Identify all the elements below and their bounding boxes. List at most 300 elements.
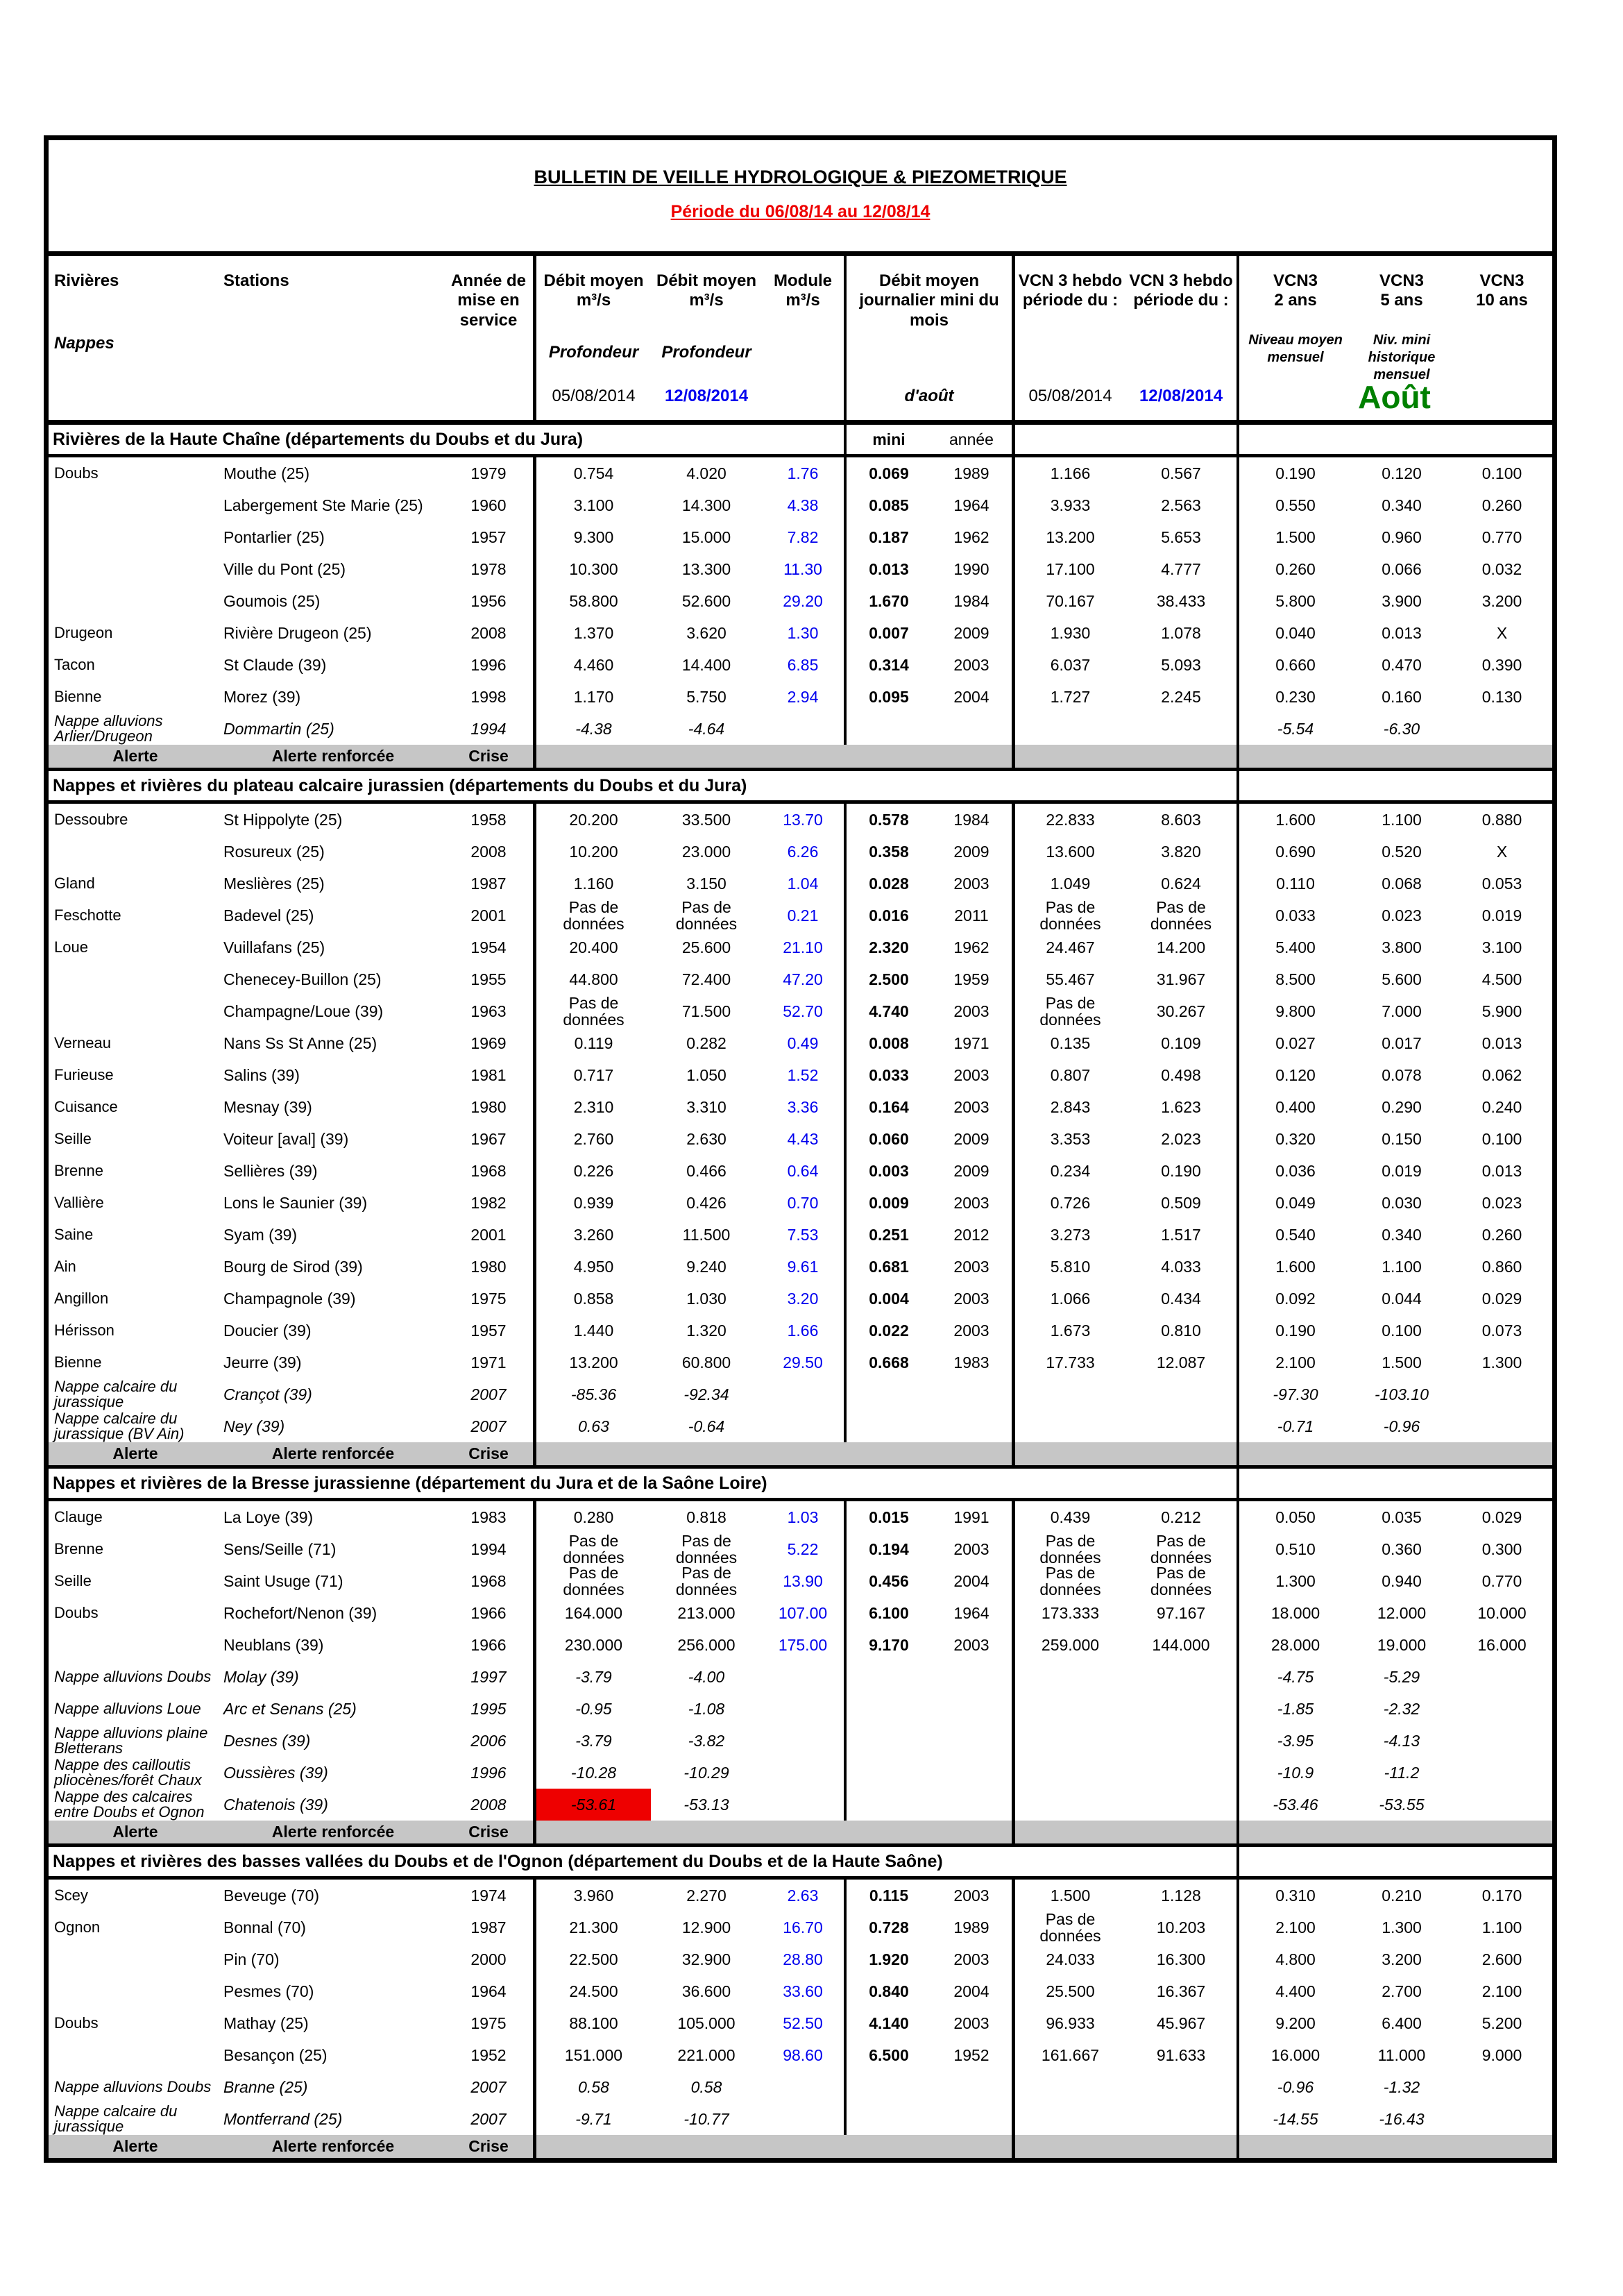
debit-1208-cell: 105.000 (677, 2014, 736, 2032)
debit-0508-cell: Pas de données (533, 995, 651, 1027)
table-body (49, 425, 1552, 2158)
col-annee-service-header (444, 256, 533, 420)
vcn3-10ans-cell: 0.880 (1481, 810, 1522, 829)
debit-0508-cell: 4.950 (533, 1251, 651, 1283)
vcn3-10ans-cell: 0.029 (1481, 1508, 1522, 1526)
period-subtitle (49, 202, 1552, 222)
station-cell: Vuillafans (25) (223, 938, 325, 956)
table-row (49, 585, 1552, 617)
alert-segment (1012, 1821, 1237, 1843)
vcn3-hebdo-1208-cell (1125, 1378, 1237, 1410)
vcn3-text: VCN3 (1273, 271, 1318, 290)
debit-mini-cell: 0.840 (844, 1975, 931, 2007)
debit-mini-annee-cell: 1990 (953, 559, 989, 578)
station-cell: Saint Usuge (71) (223, 1571, 343, 1590)
vcn3-2ans-cell: -3.95 (1237, 1725, 1352, 1757)
station-cell: Badevel (25) (223, 906, 314, 925)
vcn3-5ans-cell: -5.29 (1383, 1667, 1420, 1686)
table-row (49, 1410, 1552, 1442)
table-row (49, 963, 1552, 995)
riviere-cell (49, 553, 222, 585)
annee-service-cell: 1996 (470, 655, 507, 674)
debit-mini-annee-cell: 2004 (953, 1571, 989, 1590)
debit-0508-cell: 0.754 (533, 457, 651, 489)
station-cell: St Claude (39) (223, 655, 327, 674)
module-cell: 5.22 (787, 1539, 819, 1558)
module-cell: 4.43 (787, 1129, 819, 1148)
debit-mini-cell: 0.028 (844, 868, 931, 900)
vcn3-hebdo-1208-cell: 0.567 (1161, 464, 1201, 482)
ans2-text: 2 ans (1274, 291, 1317, 310)
vcn3-hebdo-1208-cell (1125, 1789, 1237, 1821)
debit-1208-cell: 1.320 (686, 1321, 726, 1340)
debit-0508-cell: 3.260 (533, 1219, 651, 1251)
vcn3-hebdo-0508-cell: 13.200 (1012, 521, 1125, 553)
vcn3-10ans-cell: 0.260 (1481, 496, 1522, 514)
debit-mini-annee-cell: 2003 (953, 2014, 989, 2032)
debit-0508-cell: 151.000 (533, 2039, 651, 2071)
vcn3-hebdo-0508-cell: 0.807 (1012, 1059, 1125, 1091)
table-row (49, 1091, 1552, 1123)
riviere-cell: Angillon (54, 1289, 109, 1307)
vcn3-hebdo-0508-cell: Pas de données (1012, 1565, 1125, 1597)
col-vcn3-hebdo-prev-header (1012, 256, 1125, 420)
station-cell: Mouthe (25) (223, 464, 310, 482)
mini-column-label: mini (844, 425, 931, 454)
debit-mini-cell: 0.016 (844, 900, 931, 931)
document-title: BULLETIN DE VEILLE HYDROLOGIQUE & PIEZOMETRIQUE (534, 167, 1067, 187)
debit-1208-cell: 3.620 (686, 623, 726, 642)
vcn3-hebdo-1208-cell: 0.498 (1161, 1065, 1201, 1084)
debit-1208-cell: -4.64 (688, 719, 725, 738)
module-cell: 1.30 (787, 623, 819, 642)
alert-segment (1012, 1442, 1237, 1465)
debit-1208-cell: 60.800 (681, 1353, 731, 1371)
vcn3-hebdo-0508-cell: 0.439 (1012, 1501, 1125, 1533)
debit-1208-cell: 33.500 (681, 810, 731, 829)
vcn3-hebdo-label (1019, 271, 1122, 311)
vcn3-hebdo-1208-cell: 1.517 (1161, 1225, 1201, 1244)
alert-segment (1012, 745, 1237, 768)
vcn3-5ans-cell: -1.32 (1383, 2077, 1420, 2096)
table-row (49, 1251, 1552, 1283)
annee-service-cell: 2001 (470, 906, 507, 925)
section-header-segment (1237, 1847, 1552, 1876)
station-cell: Goumois (25) (223, 591, 321, 610)
vcn3-hebdo-0508-cell: 1.049 (1012, 868, 1125, 900)
table-row (49, 1880, 1552, 1911)
debit-mini-cell (844, 1789, 931, 1821)
module-cell: 2.94 (787, 687, 819, 706)
riviere-cell (49, 995, 222, 1027)
vcn3-hebdo-1208-cell: 10.203 (1156, 1918, 1206, 1936)
debit-0508-cell: 44.800 (533, 963, 651, 995)
debit-0508-cell: 20.400 (533, 931, 651, 963)
annee-service-cell: 1966 (470, 1635, 507, 1654)
vcn3-5ans-cell: -103.10 (1374, 1385, 1429, 1403)
vcn3-10ans-cell: 0.260 (1481, 1225, 1522, 1244)
vcn3-hebdo-1208-cell: 0.109 (1161, 1033, 1201, 1052)
riviere-cell (49, 1629, 222, 1661)
debit-moyen-text: Débit moyen (543, 271, 644, 290)
vcn3-hebdo-0508-cell: 173.333 (1012, 1597, 1125, 1629)
debit-mini-annee-cell (931, 1378, 1012, 1410)
debit-1208-cell: 13.300 (681, 559, 731, 578)
vcn3-hebdo-1208-cell: 1.078 (1161, 623, 1201, 642)
vcn3-hebdo-0508-cell: 0.135 (1012, 1027, 1125, 1059)
vcn3-hebdo-1208-cell: 3.820 (1161, 842, 1201, 861)
debit-0508-cell: 0.226 (533, 1155, 651, 1187)
vcn3-hebdo-1208-cell (1125, 713, 1237, 745)
vcn3-10ans-cell: 0.100 (1481, 464, 1522, 482)
module-cell: 29.50 (783, 1353, 823, 1371)
alert-bar (49, 2135, 1552, 2158)
debit-mini-cell (844, 1410, 931, 1442)
vcn3-2ans-cell: -0.71 (1237, 1410, 1352, 1442)
vcn3-5ans-cell: 0.030 (1382, 1193, 1422, 1212)
riviere-cell: Saine (54, 1225, 94, 1243)
debit-mini-annee-cell: 2003 (953, 1321, 989, 1340)
debit-mini-annee-cell: 2003 (953, 874, 989, 893)
vcn3-hebdo-1208-cell: 5.653 (1161, 527, 1201, 546)
annee-service-cell: 1979 (470, 464, 507, 482)
debit-mini-annee-cell: 1984 (953, 810, 989, 829)
station-cell: Morez (39) (223, 687, 301, 706)
debit-mini-cell: 6.500 (844, 2039, 931, 2071)
module-cell: 1.03 (787, 1508, 819, 1526)
debit-mini-annee-cell (931, 1661, 1012, 1693)
debit-0508-cell: 1.160 (533, 868, 651, 900)
debit-mini-annee-cell: 2003 (953, 1257, 989, 1276)
vcn3-2ans-cell: 1.500 (1237, 521, 1352, 553)
vcn3-10ans-cell: 0.013 (1481, 1161, 1522, 1180)
ans10-text: 10 ans (1476, 291, 1528, 310)
station-cell: Salins (39) (223, 1065, 300, 1084)
vcn3-hebdo-0508-cell: 24.033 (1012, 1943, 1125, 1975)
profondeur-label: Profondeur (548, 342, 639, 362)
vcn3-hebdo-0508-cell: 1.727 (1012, 681, 1125, 713)
vcn3-hebdo-0508-cell: 1.066 (1012, 1283, 1125, 1315)
table-row (49, 897, 1552, 933)
vcn3-10ans-cell: 0.019 (1481, 906, 1522, 925)
station-cell: St Hippolyte (25) (223, 810, 343, 829)
debit-1208-cell: 0.818 (686, 1508, 726, 1526)
station-cell: Sellières (39) (223, 1161, 318, 1180)
module-cell: 13.90 (783, 1571, 823, 1590)
station-cell: Labergement Ste Marie (25) (223, 496, 423, 514)
station-cell: Syam (39) (223, 1225, 298, 1244)
riviere-cell: Drugeon (54, 623, 113, 641)
vcn3-hebdo-text: VCN 3 hebdo (1018, 271, 1123, 290)
table-row (49, 1027, 1552, 1059)
niveau-moyen-label: Niveau moyen mensuel (1248, 332, 1343, 365)
vcn3-5ans-cell: 0.360 (1382, 1539, 1422, 1558)
section-header-segment (1237, 425, 1552, 454)
vcn3-5ans-cell: 0.340 (1382, 1225, 1422, 1244)
debit-mini-cell (844, 1725, 931, 1757)
riviere-cell: Brenne (54, 1161, 103, 1179)
vcn3-hebdo-1208-cell (1125, 1725, 1237, 1757)
vcn3-10ans-cell: 5.200 (1481, 2014, 1522, 2032)
annee-service-cell: 2008 (470, 842, 507, 861)
table-row (49, 1283, 1552, 1315)
riviere-cell: Hérisson (54, 1321, 114, 1339)
vcn3-2ans-cell: 0.120 (1237, 1059, 1352, 1091)
debit-mini-annee-cell: 2003 (953, 1950, 989, 1968)
vcn3-hebdo-1208-cell: 0.212 (1161, 1508, 1201, 1526)
debit-1208-cell: 0.426 (686, 1193, 726, 1212)
table-row (49, 1123, 1552, 1155)
vcn3-10ans-cell: 0.053 (1481, 874, 1522, 893)
annee-service-cell: 1994 (470, 719, 507, 738)
annee-service-cell: 2007 (470, 2109, 507, 2128)
vcn3-5ans-cell: 0.960 (1382, 527, 1422, 546)
vcn3-10ans-cell (1452, 1693, 1552, 1725)
station-cell: Arc et Senans (25) (223, 1699, 357, 1718)
vcn3-hebdo-0508-cell (1012, 1693, 1125, 1725)
module-cell: 4.38 (787, 496, 819, 514)
station-cell: Molay (39) (223, 1667, 299, 1686)
vcn3-hebdo-1208-cell: 144.000 (1152, 1635, 1210, 1654)
module-cell: 175.00 (778, 1635, 828, 1654)
debit-0508-cell: 0.119 (533, 1027, 651, 1059)
module-cell: 29.20 (783, 591, 823, 610)
vcn3-2ans-cell: 0.027 (1237, 1027, 1352, 1059)
vcn3-10ans-cell: 0.390 (1481, 655, 1522, 674)
vcn3-10ans-cell (1452, 2103, 1552, 2135)
vcn3-hebdo-0508-cell: Pas de données (1012, 995, 1125, 1027)
riviere-cell: Furieuse (54, 1065, 114, 1083)
vcn3-hebdo-0508-cell: 1.673 (1012, 1315, 1125, 1347)
riviere-cell: Nappe calcaire du jurassique (54, 2102, 178, 2135)
annee-service-cell: 1967 (470, 1129, 507, 1148)
vcn3-hebdo-1208-cell: 2.023 (1161, 1129, 1201, 1148)
module-text: Module (774, 271, 832, 290)
vcn3-5ans-cell: 0.520 (1382, 842, 1422, 861)
alert-bar (49, 745, 1552, 768)
vcn3-10ans-cell: 0.170 (1481, 1886, 1522, 1905)
debit-1208-cell: 213.000 (677, 1603, 736, 1622)
alert-segment (1237, 1821, 1552, 1843)
vcn3-5ans-cell: -53.55 (1379, 1795, 1425, 1814)
vcn3-10ans-cell: 0.130 (1481, 687, 1522, 706)
table-row (49, 1597, 1552, 1629)
alerte-renforcee-label: Alerte renforcée (271, 2137, 395, 2156)
profondeur-label: Profondeur (661, 342, 751, 362)
riviere-cell: Tacon (54, 655, 95, 673)
table-row (49, 1501, 1552, 1533)
vcn3-5ans-cell: 6.400 (1382, 2014, 1422, 2032)
module-cell (762, 1661, 844, 1693)
debit-mini-annee-cell: 1991 (953, 1508, 989, 1526)
debit-mini-cell: 0.013 (844, 553, 931, 585)
station-cell: Branne (25) (223, 2077, 308, 2096)
vcn3-5ans-cell: 0.066 (1382, 559, 1422, 578)
vcn3-hebdo-0508-cell (1012, 1757, 1125, 1789)
vcn3-2ans-cell: 8.500 (1237, 963, 1352, 995)
vcn3-hebdo-1208-cell: 4.777 (1161, 559, 1201, 578)
debit-mini-annee-cell (931, 713, 1012, 745)
vcn3-10ans-cell (1452, 1378, 1552, 1410)
module-cell: 1.04 (787, 874, 819, 893)
crise-label: Crise (468, 1823, 509, 1841)
module-cell: 3.36 (787, 1097, 819, 1116)
vcn3-hebdo-1208-cell: 14.200 (1156, 938, 1206, 956)
riviere-cell: Ognon (54, 1918, 101, 1936)
vcn3-5ans-cell: -11.2 (1384, 1763, 1420, 1782)
alert-segment (1012, 2135, 1237, 2158)
table-row (49, 489, 1552, 521)
vcn3-text: VCN3 (1479, 271, 1524, 290)
vcn3-hebdo-0508-cell: 1.930 (1012, 617, 1125, 649)
debit-mini-annee-cell (931, 1410, 1012, 1442)
debit-1208-cell: 3.310 (686, 1097, 726, 1116)
vcn3-hebdo-0508-cell: 1.166 (1012, 457, 1125, 489)
debit-mini-cell: 1.670 (844, 585, 931, 617)
vcn3-2ans-cell: 9.200 (1237, 2007, 1352, 2039)
debit-0508-cell: -9.71 (533, 2103, 651, 2135)
vcn3-10ans-cell: 0.073 (1481, 1321, 1522, 1340)
debit-0508-cell: 9.300 (533, 521, 651, 553)
debit-0508-cell: -53.61 (533, 1789, 651, 1821)
debit-mini-annee-cell: 1962 (953, 527, 989, 546)
vcn3-10ans-cell: X (1496, 842, 1508, 861)
station-cell: Chenecey-Buillon (25) (223, 970, 382, 988)
debit-1208-cell: 72.400 (681, 970, 731, 988)
debit-1208-cell: 1.030 (686, 1289, 726, 1308)
module-cell (762, 1410, 844, 1442)
station-cell: Bonnal (70) (223, 1918, 306, 1936)
vcn3-hebdo-1208-cell: 4.033 (1161, 1257, 1201, 1276)
vcn3-hebdo-1208-cell: 1.128 (1161, 1886, 1201, 1905)
debit-mini-annee-cell: 2012 (953, 1225, 989, 1244)
debit-mini-annee-cell (931, 1693, 1012, 1725)
debit-mini-annee-cell: 2003 (953, 1002, 989, 1020)
annee-service-cell: 1957 (470, 1321, 507, 1340)
vcn3-10ans-cell: 9.000 (1481, 2045, 1522, 2064)
debit-mini-annee-cell (931, 2071, 1012, 2103)
table-row (49, 649, 1552, 681)
alert-bar (49, 1821, 1552, 1843)
vcn3-hebdo-0508-cell (1012, 2103, 1125, 2135)
vcn3-10ans-cell (1452, 1725, 1552, 1757)
module-cell (762, 1725, 844, 1757)
debit-0508-cell: 1.440 (533, 1315, 651, 1347)
vcn3-5ans-cell: 0.120 (1382, 464, 1422, 482)
vcn3-2ans-cell: 0.660 (1237, 649, 1352, 681)
debit-1208-cell: -10.77 (683, 2109, 729, 2128)
vcn3-10ans-cell: 0.013 (1481, 1033, 1522, 1052)
vcn3-2ans-cell: -53.46 (1237, 1789, 1352, 1821)
vcn3-10ans-cell: 0.029 (1481, 1289, 1522, 1308)
debit-moyen-label (656, 271, 756, 311)
section-title: Nappes et rivières du plateau calcaire jurassien (départements du Doubs et du Jura) (53, 775, 747, 795)
vcn3-hebdo-1208-cell: 8.603 (1161, 810, 1201, 829)
station-cell: La Loye (39) (223, 1508, 314, 1526)
debit-0508-cell: -4.38 (533, 713, 651, 745)
riviere-cell: Nappe des calcaires entre Doubs et Ognon (54, 1787, 205, 1821)
vcn3-hebdo-1208-cell: 2.563 (1161, 496, 1201, 514)
debit-1208-cell: -53.13 (683, 1795, 729, 1814)
module-label (774, 271, 832, 311)
station-cell: Desnes (39) (223, 1731, 311, 1750)
aout-month-label: Août (1358, 379, 1431, 415)
debit-mini-annee-cell (931, 2103, 1012, 2135)
annee-service-cell: 1987 (470, 874, 507, 893)
vcn3-5ans-cell: 0.023 (1382, 906, 1422, 925)
vcn3-5ans-cell: 0.044 (1382, 1289, 1422, 1308)
module-cell: 0.70 (787, 1193, 819, 1212)
station-cell: Sens/Seille (71) (223, 1539, 337, 1558)
vcn3-10ans-cell: X (1496, 623, 1508, 642)
vcn3-2ans-cell: 1.600 (1237, 804, 1352, 836)
vcn3-5ans-cell: 2.700 (1382, 1982, 1422, 2000)
module-cell: 11.30 (783, 559, 822, 578)
hydrological-bulletin-table (44, 135, 1557, 2163)
annee-service-cell: 1968 (470, 1161, 507, 1180)
vcn3-2ans-cell: 0.320 (1237, 1123, 1352, 1155)
debit-1208-cell: 25.600 (681, 938, 731, 956)
debit-mini-cell (844, 1661, 931, 1693)
vcn3-5ans-cell: 0.019 (1382, 1161, 1422, 1180)
vcn3-2ans-cell: 0.260 (1237, 553, 1352, 585)
station-cell: Pesmes (70) (223, 1982, 314, 2000)
debit-mini-annee-cell: 1984 (953, 591, 989, 610)
table-row (49, 995, 1552, 1027)
vcn3-hebdo-1208-cell: 45.967 (1156, 2014, 1206, 2032)
debit-mini-cell: 0.004 (844, 1283, 931, 1315)
debit-0508-cell: 20.200 (533, 804, 651, 836)
station-cell: Pin (70) (223, 1950, 280, 1968)
station-cell: Ville du Pont (25) (223, 559, 346, 578)
vcn3-5ans-cell: 0.160 (1382, 687, 1422, 706)
debit-mini-cell (844, 1757, 931, 1789)
debit-mini-cell: 0.007 (844, 617, 931, 649)
vcn3-hebdo-0508-cell: 3.933 (1012, 489, 1125, 521)
station-cell: Chatenois (39) (223, 1795, 328, 1814)
alerte-label: Alerte (112, 2137, 158, 2156)
vcn3-5ans-cell: 0.068 (1382, 874, 1422, 893)
vcn3-hebdo-0508-cell (1012, 2071, 1125, 2103)
riviere-cell (49, 836, 222, 868)
vcn3-2ans-cell: 5.400 (1237, 931, 1352, 963)
riviere-cell: Nappe calcaire du jurassique (BV Ain) (54, 1409, 185, 1442)
vcn3-hebdo-1208-cell (1125, 2071, 1237, 2103)
vcn3-5ans-cell: 0.078 (1382, 1065, 1422, 1084)
annee-service-cell: 1964 (470, 1982, 507, 2000)
riviere-cell: Nappe alluvions Doubs (54, 2077, 212, 2095)
vcn3-10ans-cell (1452, 1661, 1552, 1693)
alert-segment (1237, 1442, 1552, 1465)
riviere-cell: Clauge (54, 1508, 103, 1526)
debit-mini-cell: 0.164 (844, 1091, 931, 1123)
debit-1208-cell: 15.000 (681, 527, 731, 546)
annee-service-cell: 1958 (470, 810, 507, 829)
debit-0508-cell: 21.300 (533, 1911, 651, 1943)
vcn3-2ans-cell: 0.230 (1237, 681, 1352, 713)
module-cell: 0.49 (787, 1033, 819, 1052)
annee-service-cell: 1983 (470, 1508, 507, 1526)
unit-text: m³/s (576, 291, 611, 310)
debit-mini-annee-cell: 2009 (953, 1161, 989, 1180)
vcn3-hebdo-0508-cell (1012, 1378, 1125, 1410)
vcn3-hebdo-1208-cell (1125, 1693, 1237, 1725)
vcn3-10ans-cell: 0.023 (1481, 1193, 1522, 1212)
annee-service-cell: 1954 (470, 938, 507, 956)
riviere-cell: Verneau (54, 1033, 111, 1052)
debit-mini-cell: 9.170 (844, 1629, 931, 1661)
debit-1208-cell: -4.00 (688, 1667, 725, 1686)
